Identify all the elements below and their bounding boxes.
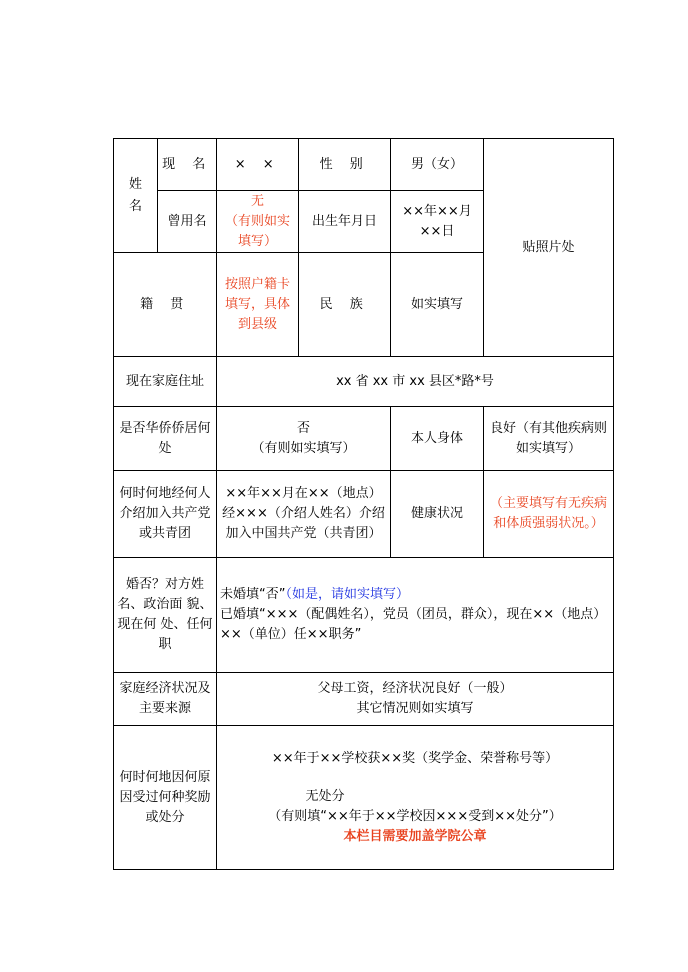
overseas-value: 否 bbox=[296, 420, 310, 436]
ethnicity-label: 民 族 bbox=[299, 253, 391, 357]
spouse-label: 婚否？对方姓名、政治面 貌、现在何 处、任何职 bbox=[114, 558, 217, 673]
awards-line-1: ××年于××学校获××奖（奖学金、荣誉称号等） bbox=[271, 750, 559, 766]
gender-value: 男（女） bbox=[391, 139, 484, 191]
former-name-cell bbox=[217, 191, 299, 253]
photo-placeholder: 贴照片处 bbox=[484, 139, 614, 357]
gender-label: 性 别 bbox=[299, 139, 391, 191]
name-label-cell bbox=[114, 139, 158, 253]
address-label: 现在家庭住址 bbox=[114, 357, 217, 407]
awards-line-2: 无处分 bbox=[305, 788, 345, 804]
personal-info-form bbox=[113, 138, 614, 870]
economy-line-1: 父母工资，经济状况良好（一般） bbox=[317, 681, 513, 696]
overseas-label: 是否华侨侨居何处 bbox=[114, 407, 217, 471]
overseas-cell bbox=[217, 407, 391, 471]
spouse-line-1-prefix: 未婚填“否” bbox=[220, 587, 286, 602]
overseas-note: （有则如实填写） bbox=[251, 440, 356, 456]
birth-label: 出生年月日 bbox=[299, 191, 391, 253]
ethnicity-value: 如实填写 bbox=[391, 253, 484, 357]
current-name-value: × × bbox=[217, 139, 299, 191]
health-value: 良好（有其他疾病则如实填写） bbox=[484, 407, 614, 471]
native-place-value: 按照户籍卡填写，具体到县级 bbox=[217, 253, 299, 357]
health-label-1: 本人身体 bbox=[391, 407, 484, 471]
economy-cell bbox=[217, 673, 614, 726]
awards-line-3: （有则填“××年于××学校因×××受到××处分”） bbox=[268, 808, 562, 824]
former-name-value: 无 bbox=[250, 193, 264, 209]
party-label: 何时何地经何人介绍加入共产党或共青团 bbox=[114, 471, 217, 558]
health-label-2: 健康状况 bbox=[391, 471, 484, 558]
awards-cell bbox=[217, 726, 614, 870]
name-label: 姓名 bbox=[128, 176, 142, 214]
awards-label: 何时何地因何原因受过何种奖励或处分 bbox=[114, 726, 217, 870]
birth-value: ××年××月××日 bbox=[391, 191, 484, 253]
economy-label: 家庭经济状况及主要来源 bbox=[114, 673, 217, 726]
health-note: （主要填写有无疾病和体质强弱状况。） bbox=[484, 471, 614, 558]
former-name-label: 曾用名 bbox=[158, 191, 217, 253]
spouse-cell bbox=[217, 558, 614, 673]
current-name-label: 现 名 bbox=[158, 139, 217, 191]
spouse-line-1-note: （如是，请如实填写） bbox=[285, 587, 409, 602]
economy-line-2: 其它情况则如实填写 bbox=[356, 701, 474, 716]
awards-seal-note: 本栏目需要加盖学院公章 bbox=[343, 828, 487, 844]
spouse-line-1 bbox=[220, 585, 610, 605]
party-value: ××年××月在××（地点）经×××（介绍人姓名）介绍加入中国共产党（共青团） bbox=[217, 471, 391, 558]
native-place-label: 籍 贯 bbox=[114, 253, 217, 357]
spouse-line-2: 已婚填“×××（配偶姓名），党员（团员，群众），现在××（地点）××（单位）任××职务” bbox=[220, 607, 607, 642]
former-name-note: （有则如实填写） bbox=[224, 213, 290, 249]
address-value: xx 省 xx 市 xx 县区*路*号 bbox=[217, 357, 614, 407]
